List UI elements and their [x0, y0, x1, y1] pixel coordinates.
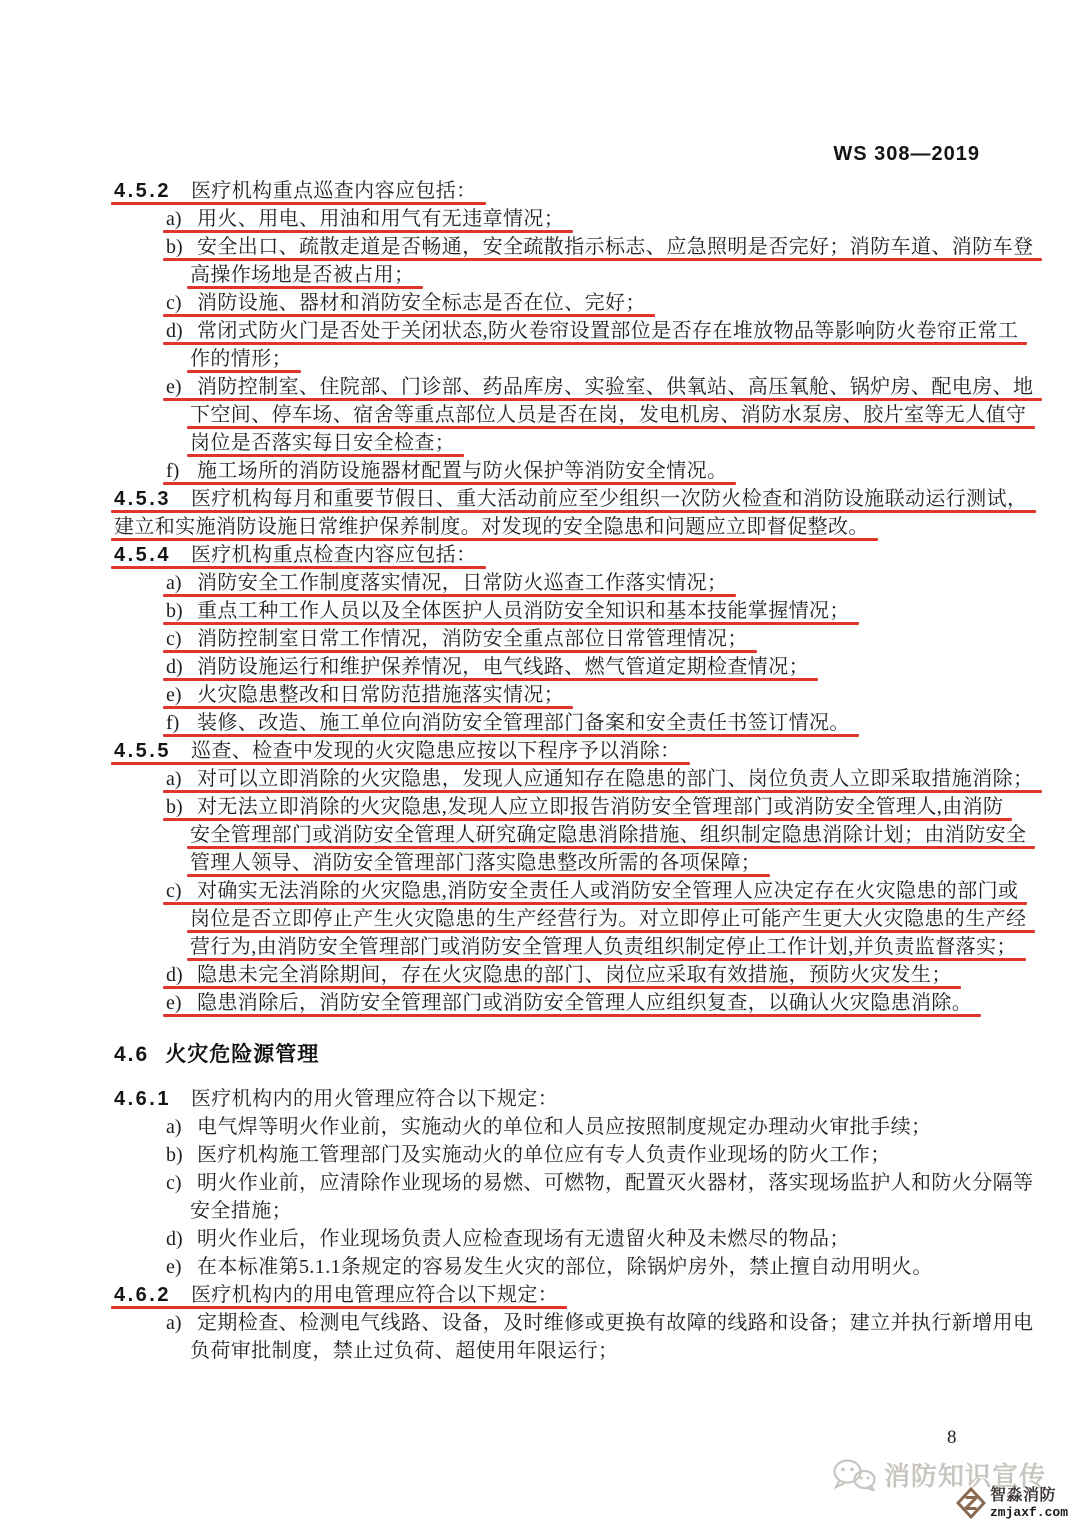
doc-line — [114, 1309, 1034, 1337]
doc-line — [114, 933, 1024, 961]
line-content — [166, 765, 1033, 793]
doc-line — [114, 709, 1024, 737]
line-text: 负荷审批制度，禁止过负荷、超使用年限运行； — [190, 1340, 619, 1362]
document-body — [114, 177, 1034, 1365]
vendor-url: zmjaxf.com — [990, 1504, 1069, 1520]
list-letter: d) — [166, 320, 183, 342]
line-text: 火灾危险源管理 — [165, 1043, 320, 1066]
wechat-icon — [831, 1458, 877, 1491]
vendor-name: 智淼消防 — [990, 1486, 1057, 1504]
doc-line — [114, 849, 1024, 877]
line-text: 医疗机构施工管理部门及实施动火的单位应有专人负责作业现场的防火工作； — [197, 1144, 891, 1166]
list-letter: b) — [166, 1144, 183, 1166]
list-letter: a) — [166, 768, 182, 790]
line-text: 医疗机构每月和重要节假日、重大活动前应至少组织一次防火检查和消防设施联动运行测试， — [190, 488, 1028, 510]
line-text: 下空间、停车场、宿舍等重点部位人员是否在岗，发电机房、消防水泵房、胶片室等无人值守 — [190, 404, 1027, 426]
list-letter: a) — [166, 1116, 182, 1138]
doc-line — [114, 541, 1024, 569]
line-content — [166, 1113, 931, 1141]
line-text: 用火、用电、用油和用气有无违章情况； — [197, 208, 565, 230]
line-text: 安全措施； — [190, 1200, 292, 1222]
line-content — [190, 345, 292, 373]
line-content — [166, 373, 1033, 401]
line-content — [166, 205, 564, 233]
line-text: 重点工种工作人员以及全体医护人员消防安全知识和基本技能掌握情况； — [197, 600, 850, 622]
doc-line — [114, 1169, 1034, 1197]
line-text: 隐患消除后，消防安全管理部门或消防安全管理人应组织复查，以确认火灾隐患消除。 — [197, 992, 973, 1014]
list-letter: e) — [166, 684, 182, 706]
doc-line — [114, 681, 1024, 709]
line-content — [166, 625, 748, 653]
doc-line — [114, 961, 1024, 989]
line-text: 安全出口、疏散走道是否畅通，安全疏散指示标志、应急照明是否完好；消防车道、消防车登 — [197, 236, 1034, 258]
line-content — [166, 289, 646, 317]
line-text: 医疗机构内的用电管理应符合以下规定： — [190, 1284, 559, 1306]
doc-line — [114, 485, 1028, 513]
line-content — [114, 737, 681, 765]
line-text: 消防控制室、住院部、门诊部、药品库房、实验室、供氧站、高压氧舱、锅炉房、配电房、地 — [197, 376, 1034, 398]
doc-line — [114, 317, 1024, 345]
line-content — [166, 1169, 1033, 1197]
doc-line — [114, 569, 1024, 597]
line-content — [166, 1253, 933, 1281]
list-letter: f) — [166, 460, 180, 482]
doc-line — [114, 1085, 1024, 1113]
line-content — [166, 989, 972, 1017]
watermark-text: 消防知识宣传 — [884, 1461, 1047, 1491]
line-text: 消防控制室日常工作情况，消防安全重点部位日常管理情况； — [197, 628, 748, 650]
line-text: 消防安全工作制度落实情况，日常防火巡查工作落实情况； — [197, 572, 728, 594]
doc-line — [114, 737, 1024, 765]
line-text: 管理人领导、消防安全管理部门落实隐患整改所需的各项保障； — [190, 852, 762, 874]
doc-line — [114, 1253, 1024, 1281]
list-letter: d) — [166, 964, 183, 986]
line-content — [166, 317, 1018, 345]
line-text: 岗位是否立即停止产生火灾隐患的生产经营行为。对立即停止可能产生更大火灾隐患的生产经 — [190, 908, 1027, 930]
line-content — [166, 457, 727, 485]
doc-line — [114, 1281, 1024, 1309]
clause-number: 4.5.3 — [114, 488, 171, 510]
doc-line — [114, 625, 1024, 653]
line-content — [114, 513, 869, 541]
line-text: 消防设施运行和维护保养情况，电气线路、燃气管道定期检查情况； — [197, 656, 809, 678]
line-content — [166, 569, 727, 597]
line-text: 消防设施、器材和消防安全标志是否在位、完好； — [197, 292, 646, 314]
line-content — [114, 541, 477, 569]
doc-line — [114, 1337, 1024, 1365]
list-letter: c) — [166, 628, 182, 650]
line-content — [166, 1309, 1033, 1337]
doc-line — [114, 1225, 1024, 1253]
line-content — [114, 485, 1027, 513]
line-content — [114, 1085, 558, 1113]
clause-number: 4.5.5 — [114, 740, 171, 762]
line-content — [190, 401, 1026, 429]
line-content — [166, 681, 564, 709]
list-letter: c) — [166, 1172, 182, 1194]
list-letter: e) — [166, 1256, 182, 1278]
doc-line — [114, 345, 1024, 373]
line-content — [190, 1197, 292, 1225]
clause-number: 4.6 — [114, 1043, 150, 1066]
line-text: 岗位是否落实每日安全检查； — [190, 432, 456, 454]
vendor-text-block — [990, 1488, 1068, 1519]
list-letter: b) — [166, 796, 183, 818]
line-content — [166, 961, 952, 989]
line-text: 对无法立即消除的火灾隐患,发现人应立即报告消防安全管理部门或消防安全管理人,由消防 — [197, 796, 1004, 818]
line-text: 医疗机构重点巡查内容应包括： — [190, 180, 477, 202]
line-text: 装修、改造、施工单位向消防安全管理部门备案和安全责任书签订情况。 — [197, 712, 850, 734]
doc-line — [114, 261, 1024, 289]
line-content — [114, 1041, 319, 1069]
list-letter: d) — [166, 1228, 183, 1250]
doc-line — [114, 233, 1034, 261]
line-text: 安全管理部门或消防安全管理人研究确定隐患消除措施、组织制定隐患消除计划；由消防安全 — [190, 824, 1027, 846]
line-text: 医疗机构内的用火管理应符合以下规定： — [190, 1088, 559, 1110]
section-heading — [114, 1041, 1024, 1069]
doc-line — [114, 513, 1024, 541]
list-letter: c) — [166, 292, 182, 314]
clause-number: 4.6.1 — [114, 1088, 171, 1110]
line-content — [166, 653, 809, 681]
line-content — [190, 261, 414, 289]
line-content — [190, 429, 455, 457]
line-text: 在本标准第5.1.1条规定的容易发生火灾的部位，除锅炉房外，禁止擅自动用明火。 — [197, 1256, 933, 1278]
line-text: 火灾隐患整改和日常防范措施落实情况； — [197, 684, 565, 706]
doc-line — [114, 597, 1024, 625]
line-content — [166, 793, 1003, 821]
doc-line — [114, 793, 1024, 821]
doc-line — [114, 429, 1024, 457]
zhimiao-diamond-icon — [956, 1487, 986, 1519]
line-content — [166, 877, 1018, 905]
line-content — [190, 933, 1017, 961]
standard-code: WS 308—2019 — [833, 143, 980, 165]
list-letter: a) — [166, 1312, 182, 1334]
line-text: 明火作业前，应清除作业现场的易燃、可燃物，配置灭火器材，落实现场监护人和防火分隔等 — [197, 1172, 1034, 1194]
line-content — [166, 233, 1033, 261]
doc-line — [114, 457, 1024, 485]
doc-line — [114, 765, 1034, 793]
line-text: 医疗机构重点检查内容应包括： — [190, 544, 477, 566]
line-content — [166, 709, 850, 737]
doc-line — [114, 177, 1024, 205]
list-letter: b) — [166, 600, 183, 622]
line-content — [166, 1225, 850, 1253]
list-letter: f) — [166, 712, 180, 734]
line-content — [114, 1281, 558, 1309]
doc-line — [114, 821, 1027, 849]
doc-line — [114, 401, 1027, 429]
doc-line — [114, 1113, 1024, 1141]
list-letter: b) — [166, 236, 183, 258]
line-text: 高操作场地是否被占用； — [190, 264, 415, 286]
line-text: 常闭式防火门是否处于关闭状态,防火卷帘设置部位是否存在堆放物品等影响防火卷帘正常工 — [197, 320, 1019, 342]
doc-line — [114, 205, 1024, 233]
clause-number: 4.5.4 — [114, 544, 171, 566]
line-text: 建立和实施消防设施日常维护保养制度。对发现的安全隐患和问题应立即督促整改。 — [114, 516, 869, 538]
line-text: 对可以立即消除的火灾隐患，发现人应通知存在隐患的部门、岗位负责人立即采取措施消除； — [197, 768, 1034, 790]
list-letter: e) — [166, 992, 182, 1014]
line-text: 定期检查、检测电气线路、设备，及时维修或更换有故障的线路和设备；建立并执行新增用电 — [197, 1312, 1034, 1334]
line-content — [114, 177, 477, 205]
list-letter: d) — [166, 656, 183, 678]
line-content — [166, 597, 850, 625]
doc-line — [114, 373, 1034, 401]
list-letter: a) — [166, 572, 182, 594]
doc-line — [114, 1197, 1024, 1225]
list-letter: a) — [166, 208, 182, 230]
line-text: 隐患未完全消除期间，存在火灾隐患的部门、岗位应采取有效措施，预防火灾发生； — [197, 964, 952, 986]
line-text: 对确实无法消除的火灾隐患,消防安全责任人或消防安全管理人应决定存在火灾隐患的部门或 — [197, 880, 1019, 902]
line-content — [166, 1141, 891, 1169]
clause-number: 4.6.2 — [114, 1284, 171, 1306]
line-text: 巡查、检查中发现的火灾隐患应按以下程序予以消除： — [190, 740, 681, 762]
doc-line — [114, 905, 1027, 933]
list-letter: e) — [166, 376, 182, 398]
vendor-logo — [956, 1487, 1068, 1519]
line-text: 施工场所的消防设施器材配置与防火保护等消防安全情况。 — [197, 460, 728, 482]
list-letter: c) — [166, 880, 182, 902]
line-text: 电气焊等明火作业前，实施动火的单位和人员应按照制度规定办理动火审批手续； — [197, 1116, 932, 1138]
page-number: 8 — [947, 1427, 957, 1448]
line-content — [190, 821, 1026, 849]
clause-number: 4.5.2 — [114, 180, 171, 202]
doc-line — [114, 289, 1024, 317]
line-text: 营行为,由消防安全管理部门或消防安全管理人负责组织制定停止工作计划,并负责监督落实； — [190, 936, 1017, 958]
doc-line — [114, 1141, 1024, 1169]
doc-line — [114, 989, 1024, 1017]
line-content — [190, 1337, 618, 1365]
doc-line — [114, 653, 1024, 681]
line-text: 明火作业后，作业现场负责人应检查现场有无遗留火种及未燃尽的物品； — [197, 1228, 850, 1250]
doc-line — [114, 877, 1024, 905]
line-content — [190, 905, 1026, 933]
line-text: 作的情形； — [190, 348, 292, 370]
line-content — [190, 849, 761, 877]
